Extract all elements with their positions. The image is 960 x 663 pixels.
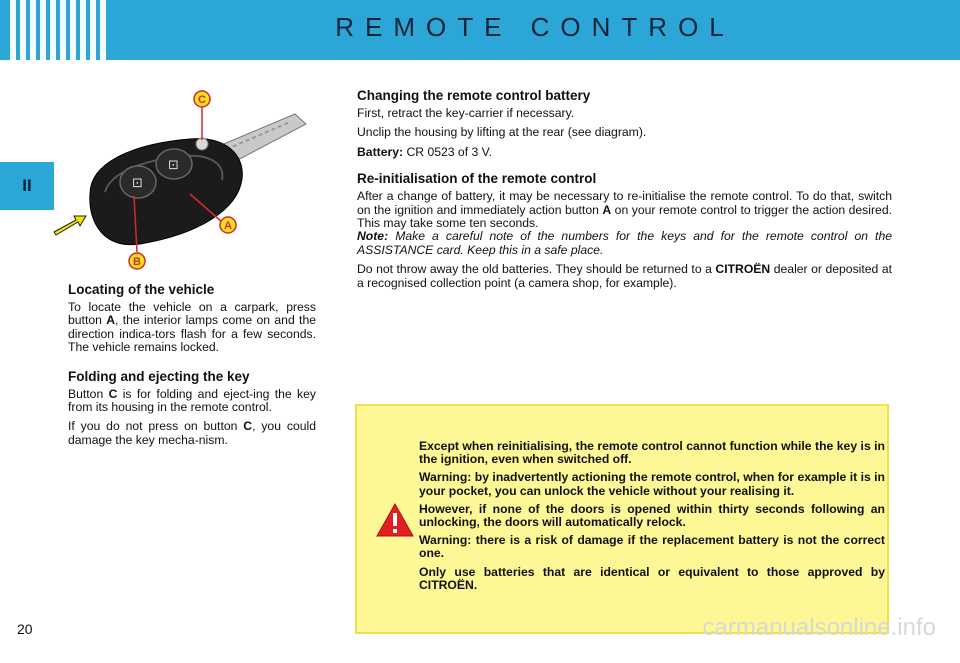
warning-box <box>355 404 889 634</box>
label-a: A <box>224 220 232 232</box>
page-title: REMOTE CONTROL <box>335 12 735 42</box>
para-reinit-3: Do not throw away the old batteries. They should be returned to a CITROËN dealer or deposited at a recognised collection point (a camera shop, for example). <box>357 262 892 290</box>
para-battery-2: Unclip the housing by lifting at the rear (see diagram). <box>357 125 647 140</box>
warning-item: However, if none of the doors is opened within thirty seconds following an unlocking, the doors will automatically relock. <box>419 501 885 530</box>
heading-locating: Locating of the vehicle <box>68 282 215 297</box>
right-column <box>357 88 892 296</box>
page-header <box>0 0 960 60</box>
label-c: C <box>198 94 206 106</box>
heading-folding: Folding and ejecting the key <box>68 368 250 384</box>
svg-text:⊡: ⊡ <box>168 158 179 173</box>
label-b: B <box>133 256 141 268</box>
label-a-marker <box>220 217 236 233</box>
warning-item: Except when reinitialising, the remote control cannot function while the key is in the ignition, even when switched off. <box>419 439 885 467</box>
chapter-tab: II <box>0 162 54 210</box>
warning-item: Warning: by inadvertently actioning the remote control, when for example it is in your pocket, you can unlock the vehicle without your realising it. <box>419 470 885 498</box>
para-locating: To locate the vehicle on a carpark, press button A, the interior lamps come on and the direction indica-tors flash for a few seconds. The vehicle remains locked. <box>68 300 316 355</box>
heading-reinit: Re-initialisation of the remote control <box>357 171 597 187</box>
warning-item: Warning: there is a risk of damage if the replacement battery is not the correct one. <box>419 533 885 561</box>
para-folding-2: If you do not press on button C, you could damage the key mecha-nism. <box>68 419 316 447</box>
para-reinit-1: After a change of battery, it may be necessary to re-initialise the remote control. To do that, switch on the ignition and immediately action button A on your remote control to trigger the action desired. This may take some ten seconds. Note: Make a careful note of the numbers for the keys and for the remote control on the ASSISTANCE card. Keep this in a safe place. <box>357 189 892 257</box>
header-stripes <box>10 0 110 60</box>
warning-triangle-icon <box>375 502 415 538</box>
remote-key-illustration <box>50 84 320 274</box>
para-battery-3: Battery: CR 0523 of 3 V. <box>357 144 493 159</box>
pointer-arrow-icon <box>54 216 86 235</box>
left-column <box>68 282 316 453</box>
heading-battery: Changing the remote control battery <box>357 88 591 103</box>
label-c-marker <box>194 91 210 107</box>
para-folding-1: Button C is for folding and eject-ing the key from its housing in the remote control. <box>68 386 316 415</box>
warning-text <box>419 440 885 597</box>
page-number: 20 <box>17 621 33 637</box>
label-b-marker <box>129 253 145 269</box>
watermark: carmanualsonline.info <box>702 614 936 641</box>
para-battery-1: First, retract the key-carrier if necessary. <box>357 106 575 120</box>
warning-item: Only use batteries that are identical or equivalent to those approved by CITROËN. <box>419 564 885 592</box>
svg-text:⊡: ⊡ <box>132 176 143 191</box>
